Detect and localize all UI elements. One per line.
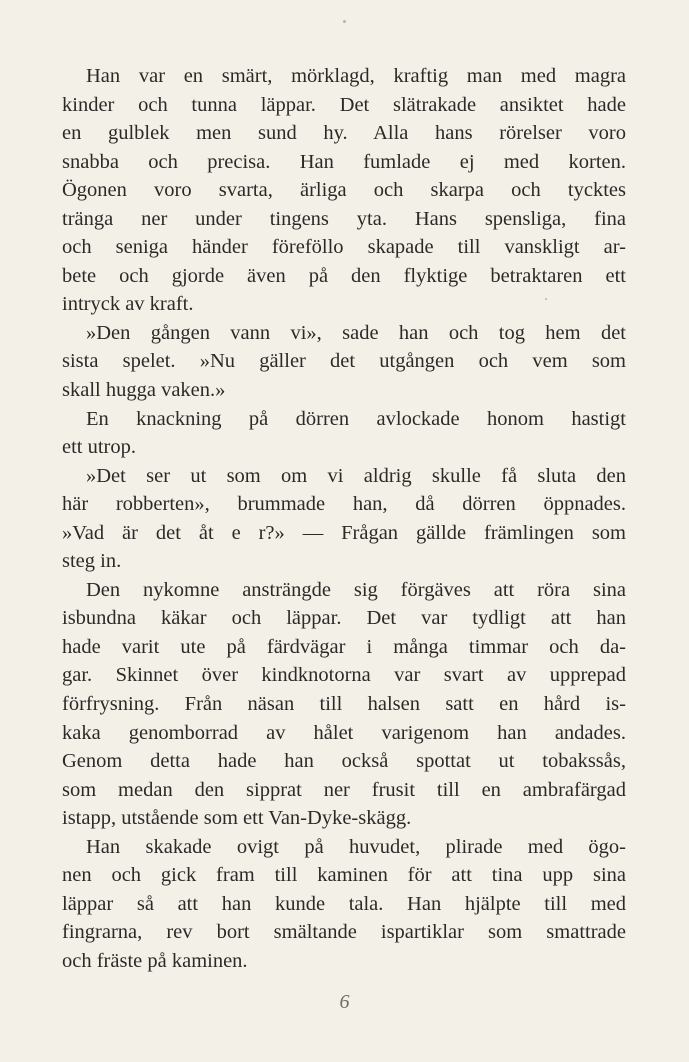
text-line: tränga ner under tingens yta. Hans spensliga, fina (62, 207, 626, 230)
text-line: »Det ser ut som om vi aldrig skulle få sluta den (86, 464, 626, 487)
text-line: Han var en smärt, mörklagd, kraftig man med magra (86, 65, 626, 87)
text-line: En knackning på dörren avlockade honom hastigt (86, 407, 626, 430)
text-line: Ögonen voro svarta, ärliga och skarpa och tycktes (62, 179, 626, 202)
text-line: Genom detta hade han också spottat ut tobakssås, (62, 750, 626, 773)
text-line: hade varit ute på färdvägar i många timmar och da- (62, 635, 626, 658)
paper-speck (343, 20, 346, 23)
text-line: intryck av kraft. (62, 293, 194, 316)
text-line: »Den gången vann vi», sade han och tog hem det (86, 321, 626, 344)
text-line: Den nykomne ansträngde sig förgäves att röra sina (86, 578, 626, 601)
text-line: steg in. (62, 550, 122, 573)
text-line: istapp, utstående som ett Van-Dyke-skägg. (62, 807, 412, 830)
text-line: och fräste på kaminen. (62, 949, 248, 972)
text-line: bete och gjorde även på den flyktige betraktaren ett (62, 264, 626, 287)
text-line: sista spelet. »Nu gäller det utgången och vem som (62, 350, 626, 373)
text-line: fingrarna, rev bort smältande ispartiklar som smattrade (62, 921, 626, 944)
body-text (62, 62, 626, 976)
text-line: läppar så att han kunde tala. Han hjälpte till med (62, 892, 626, 915)
text-line: skall hugga vaken.» (62, 379, 226, 402)
page-number: 6 (339, 991, 350, 1013)
text-line: gar. Skinnet över kindknotorna var svart av upprepad (62, 664, 626, 687)
text-line: nen och gick fram till kaminen för att tina upp sina (62, 864, 626, 887)
text-line: Han skakade ovigt på huvudet, plirade med ögo- (86, 835, 626, 858)
text-line: isbundna käkar och läppar. Det var tydligt att han (62, 607, 626, 630)
text-line: kaka genomborrad av hålet varigenom han andades. (62, 721, 626, 744)
text-line: och seniga händer föreföllo skapade till vanskligt ar- (62, 236, 626, 259)
text-line: här robberten», brummade han, då dörren öppnades. (62, 493, 626, 516)
text-line: »Vad är det åt e r?» — Frågan gällde främlingen som (62, 521, 626, 544)
text-line: förfrysning. Från näsan till halsen satt en hård is- (62, 693, 626, 716)
text-line: en gulblek men sund hy. Alla hans rörelser voro (62, 122, 626, 145)
text-line: som medan den sipprat ner frusit till en ambrafärgad (62, 778, 626, 801)
text-line: snabba och precisa. Han fumlade ej med korten. (62, 150, 626, 173)
text-line: ett utrop. (62, 436, 137, 459)
text-line: kinder och tunna läppar. Det slätrakade ansiktet hade (62, 93, 626, 116)
